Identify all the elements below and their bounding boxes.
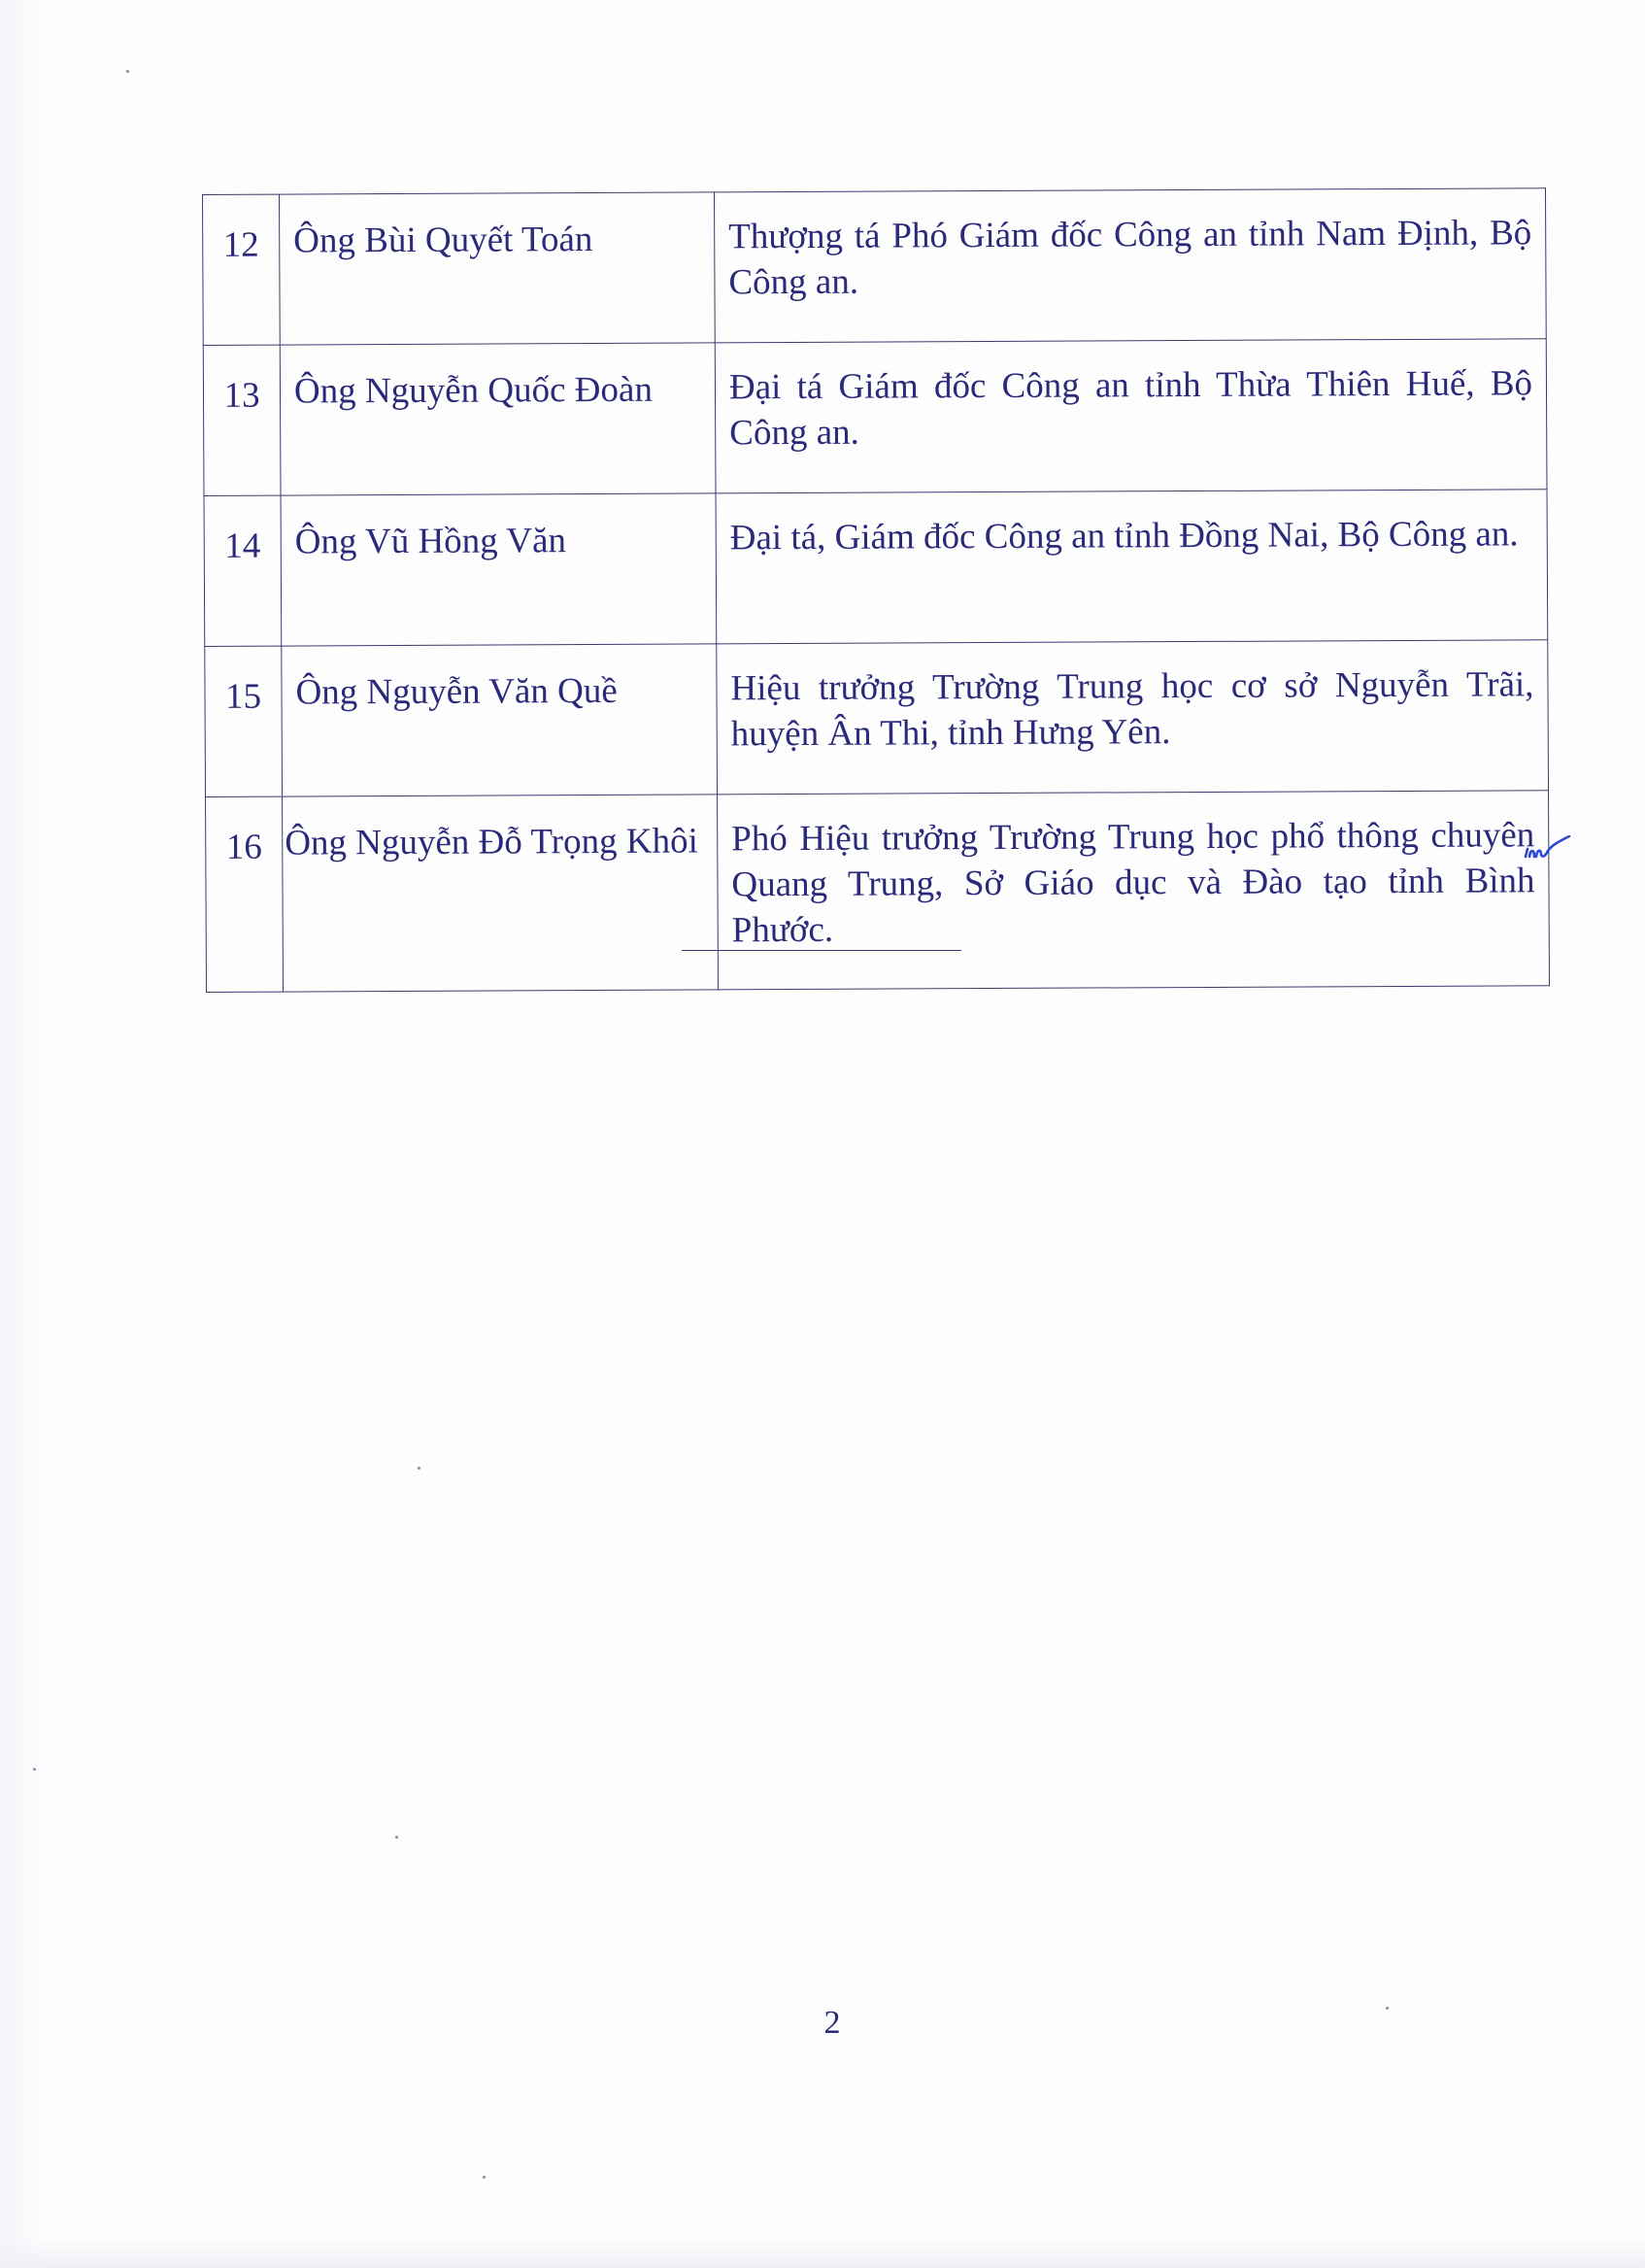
position-cell: Đại tá Giám đốc Công an tỉnh Thừa Thiên Huế, Bộ Công an. bbox=[715, 339, 1547, 493]
position-cell: Thượng tá Phó Giám đốc Công an tỉnh Nam Định, Bộ Công an. bbox=[714, 188, 1546, 343]
scan-speck bbox=[395, 1836, 398, 1839]
scan-speck bbox=[126, 70, 129, 73]
name-cell bbox=[283, 795, 719, 992]
row-number: 16 bbox=[225, 827, 262, 867]
scan-speck bbox=[1386, 2007, 1389, 2010]
table-row bbox=[203, 339, 1547, 496]
person-name: Ông Nguyễn Đỗ Trọng Khôi bbox=[285, 821, 698, 863]
position-cell: Hiệu trưởng Trường Trung học cơ sở Nguyễn Trãi, huyện Ân Thi, tỉnh Hưng Yên. bbox=[717, 640, 1549, 795]
table-row bbox=[205, 640, 1549, 797]
name-cell bbox=[280, 343, 716, 495]
table-row bbox=[204, 490, 1548, 647]
name-cell bbox=[280, 192, 716, 345]
position-cell: Phó Hiệu trưởng Trường Trung học phổ thông chuyên Quang Trung, Sở Giáo dục và Đào tạo tỉnh Bình Phước. bbox=[718, 791, 1550, 990]
person-name: Ông Nguyễn Văn Quề bbox=[295, 670, 618, 713]
row-number: 14 bbox=[224, 525, 261, 566]
handwritten-initial-icon bbox=[1523, 835, 1571, 864]
scan-speck bbox=[418, 1467, 420, 1470]
table-row bbox=[206, 791, 1550, 993]
name-cell bbox=[281, 493, 717, 646]
row-number: 13 bbox=[223, 375, 260, 416]
row-number-cell bbox=[205, 646, 283, 796]
scan-speck bbox=[483, 2176, 486, 2179]
row-number: 12 bbox=[222, 224, 259, 265]
roster-table bbox=[202, 187, 1550, 993]
end-of-document-rule bbox=[682, 950, 961, 951]
row-number-cell bbox=[204, 495, 282, 646]
table-row bbox=[203, 188, 1547, 346]
person-name: Ông Bùi Quyết Toán bbox=[293, 220, 593, 261]
row-number-cell bbox=[203, 345, 281, 495]
scan-shadow-bottom bbox=[0, 2239, 1645, 2268]
scan-shadow-left bbox=[0, 0, 45, 2268]
row-number-cell bbox=[203, 194, 281, 345]
position-cell: Đại tá, Giám đốc Công an tỉnh Đồng Nai, Bộ Công an. bbox=[716, 490, 1548, 644]
scan-speck bbox=[33, 1768, 36, 1771]
name-cell bbox=[282, 644, 718, 796]
row-number-cell bbox=[206, 796, 284, 992]
page-number: 2 bbox=[823, 2005, 841, 2041]
person-name: Ông Nguyễn Quốc Đoàn bbox=[293, 369, 653, 412]
person-name: Ông Vũ Hồng Văn bbox=[294, 521, 567, 562]
row-number: 15 bbox=[224, 676, 262, 717]
